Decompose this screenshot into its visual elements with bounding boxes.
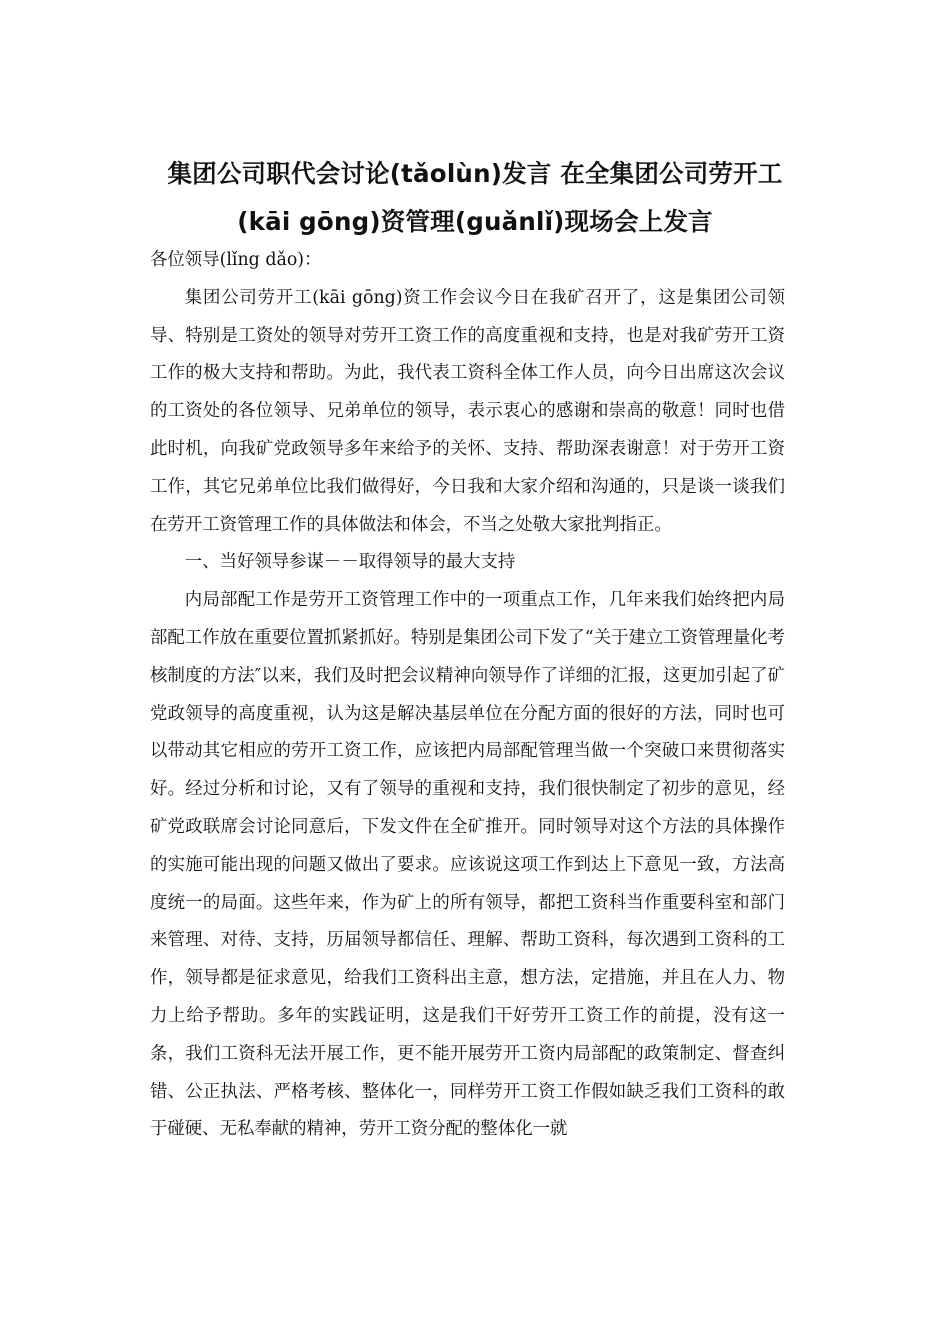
paragraph: 集团公司劳开工(kāi gōng)资工作会议今日在我矿召开了，这是集团公司领导、特别是工资处的领导对劳开工资工作的高度重视和支持，也是对我矿劳开工资工作的极大支持和帮助。为此，我代表工资科全体工作人员，向今日出席这次会议的工资处的各位领导、兄弟单位的领导，表示衷心的感谢和崇高的敬意！同时也借此时机，向我矿党政领导多年来给予的关怀、支持、帮助深表谢意！对于劳开工资工作，其它兄弟单位比我们做得好，今日我和大家介绍和沟通的，只是谈一谈我们在劳开工资管理工作的具体做法和体会，不当之处敬大家批判指正。 [150,287,785,535]
document-title: 集团公司职代会讨论(tǎolùn)发言 在全集团公司劳开工(kāi gōng)资管理(guǎnlǐ)现场会上发言 [167,159,783,236]
paragraph: 内局部配工作是劳开工资管理工作中的一项重点工作，几年来我们始终把内局部配工作放在重要位置抓紧抓好。特别是集团公司下发了“关于建立工资管理量化考核制度的方法″以来，我们及时把会议精神向领导作了详细的汇报，这更加引起了矿党政领导的高度重视，认为这是解决基层单位在分配方面的很好的方法，同时也可以带动其它相应的劳开工资工作，应该把内局部配管理当做一个突破口来贯彻落实好。经过分析和讨论，又有了领导的重视和支持，我们很快制定了初步的意见，经矿党政联席会讨论同意后，下发文件在全矿推开。同时领导对这个方法的具体操作的实施可能出现的问题又做出了要求。应该说这项工作到达上下意见一致，方法高度统一的局面。这些年来，作为矿上的所有领导，都把工资科当作重要科室和部门来管理、对待、支持，历届领导都信任、理解、帮助工资科，每次遇到工资科的工作，领导都是征求意见，给我们工资科出主意，想方法，定措施，并且在人力、物力上给予帮助。多年的实践证明，这是我们干好劳开工资工作的前提，没有这一条，我们工资科无法开展工作，更不能开展劳开工资内局部配的政策制定、督查纠错、公正执法、严格考核、整体化一，同样劳开工资工作假如缺乏我们工资科的敢于碰硬、无私奉献的精神，劳开工资分配的整体化一就 [150,590,785,1140]
document-body [150,242,785,1149]
salutation: 各位领导(lǐng dǎo)： [150,250,322,270]
section-heading: 一、当好领导参谋－－取得领导的最大支持 [184,552,516,573]
